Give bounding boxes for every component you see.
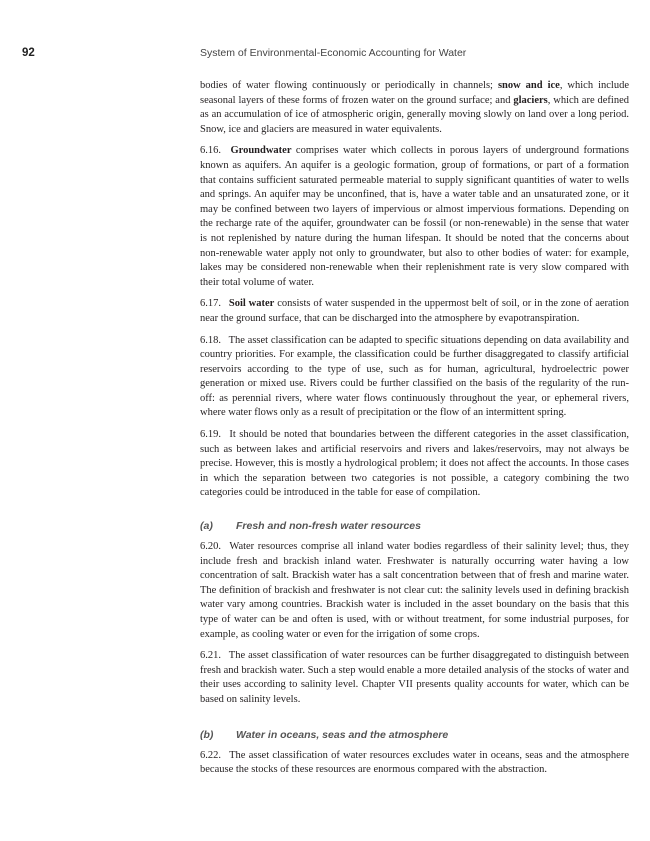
paragraph-number: 6.16. — [200, 145, 221, 157]
paragraph-6-19 — [200, 428, 629, 501]
paragraph-6-17 — [200, 297, 629, 326]
term-soil-water: Soil water — [228, 298, 275, 310]
paragraph-text: The asset classification of water resources excludes water in oceans, seas and the atmosphere because the stocks of these resources are enormous compared with the abstraction. — [200, 749, 630, 776]
section-label: (a) — [200, 520, 213, 533]
running-header-title: System of Environmental-Economic Accounting for Water — [200, 47, 467, 59]
section-heading-b — [200, 729, 629, 741]
paragraph-6-18 — [200, 334, 629, 422]
paragraph-6-21 — [200, 649, 629, 707]
paragraph-number: 6.22. — [200, 749, 221, 761]
paragraph-number: 6.21. — [200, 650, 221, 662]
intro-text-1: bodies of water flowing continuously or periodically in channels; — [200, 80, 498, 91]
paragraph-number: 6.19. — [200, 429, 221, 441]
section-title: Fresh and non-fresh water resources — [236, 520, 421, 533]
paragraph-text: It should be noted that boundaries between the different categories in the asset classification, such as between lakes and artificial reservoirs and rivers and lakes/reservoirs, may not always be precise. However, this is mostly a hydrological problem; it does not affect the accounts. In those cases in which the separation between two categories is not possible, a category combining the two categories could be introduced in the table for ease of compilation. — [200, 429, 629, 499]
paragraph-number: 6.20. — [200, 541, 221, 553]
paragraph-6-22 — [200, 749, 629, 778]
term-snow-and-ice: snow and ice — [497, 80, 560, 91]
paragraph-intro — [200, 79, 629, 137]
paragraph-text: consists of water suspended in the uppermost belt of soil, or in the zone of aeration near the ground surface, that can be discharged into the atmosphere by evapotranspiration. — [200, 298, 630, 324]
page-number: 92 — [22, 47, 35, 59]
section-heading-a — [200, 520, 629, 532]
paragraph-text: Water resources comprise all inland water bodies regardless of their salinity level; thus, they include fresh and brackish inland water. Freshwater is naturally occurring water having a low concentration of salt. Brackish water has a salt concentration between that of fresh and marine water. The definition of brackish and freshwater is not clear cut: the salinity levels used in defining brackish water vary among countries. Brackish water is included in the asset boundary on the basis that this type of water can be and often is used, with or without treatment, for some industrial purposes, for example, as cooling water or even for the irrigation of some crops. — [200, 541, 630, 640]
intro-text-2: , which include seasonal layers of these forms of frozen water on the ground surface; and — [200, 80, 629, 106]
intro-text-3: , which are defined as an accumulation of ice of atmospheric origin, generally moving slowly on land over a long period. Snow, ice and glaciers are measured in water equivalents. — [200, 94, 629, 135]
paragraph-number: 6.18. — [200, 334, 221, 346]
paragraph-number: 6.17. — [200, 298, 221, 310]
paragraph-6-16 — [200, 144, 629, 290]
section-label: (b) — [200, 728, 214, 741]
paragraph-6-20 — [200, 540, 629, 642]
paragraph-text: comprises water which collects in porous layers of underground formations known as aquifers. An aquifer is a geologic formation, group of formations, or part of a formation that contains sufficient saturated permeable material to supply significant quantities of water to wells and springs. An aquifer may be unconfined, that is, have a water table and an unsaturated zone, or it may be confined between two layers of impervious or almost impervious formations. Depending on the recharge rate of the aquifer, groundwater can be fossil (or non-renewable) in the sense that water is not replenished by nature during the human lifespan. It should be noted that the concerns about non-renewable water apply not only to groundwater, but also to other bodies of water: for example, lakes may be considered non-renewable when their replenishment rate is very slow compared with their total volume of water. — [200, 145, 629, 288]
paragraph-text: The asset classification of water resources can be further disaggregated to distinguish between fresh and brackish water. Such a step would enable a more detailed analysis of the stocks of water and their uses according to salinity level. Chapter VII presents quality accounts for water, which can be based on salinity levels. — [200, 650, 629, 705]
term-glaciers: glaciers — [513, 94, 548, 106]
paragraph-text: The asset classification can be adapted to specific situations depending on data availability and country priorities. For example, the classification could be further disaggregated to classify artificial reservoirs according to the type of use, such as for human, agricultural, hydroelectric power generation or mixed use. Rivers could be further classified on the basis of the regularity of the run-off: as perennial rivers, where water flows continuously throughout the year, or ephemeral rivers, where water flows only as a result of precipitation or the flow of an intermittent spring. — [200, 334, 629, 419]
term-groundwater: Groundwater — [230, 145, 292, 157]
page-body — [200, 79, 629, 785]
section-title: Water in oceans, seas and the atmosphere — [236, 728, 449, 741]
